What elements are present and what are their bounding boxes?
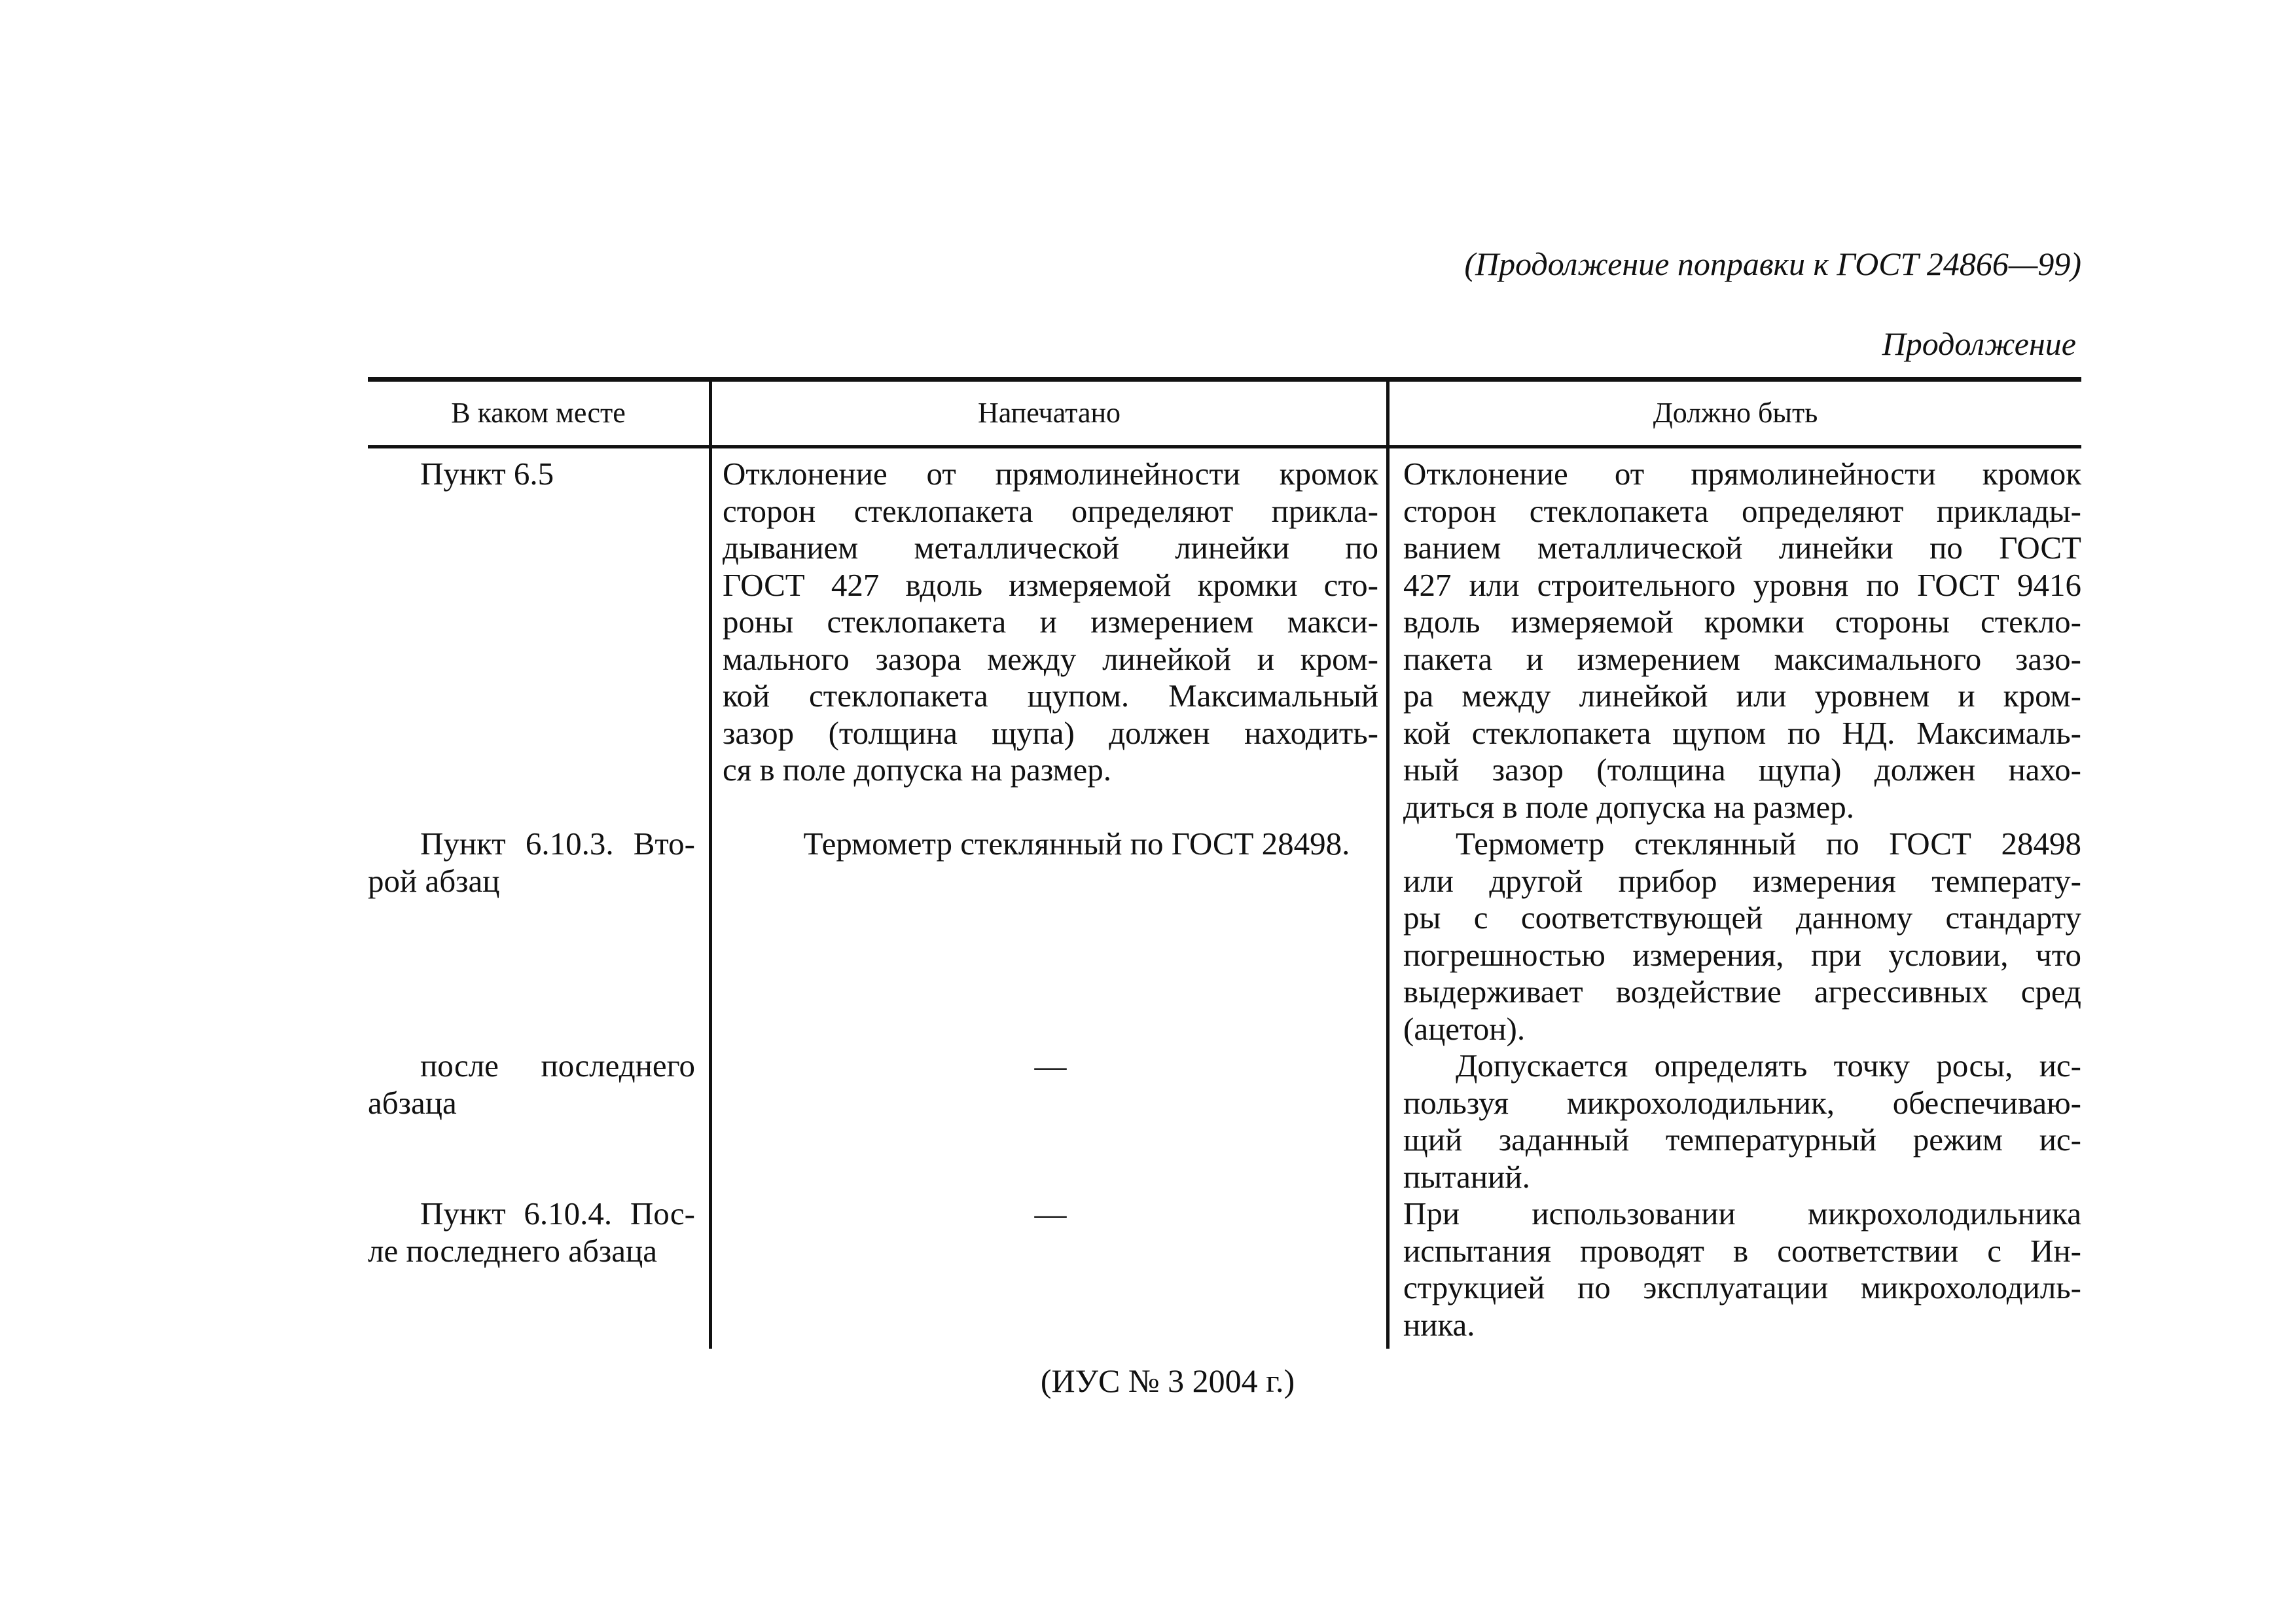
row-printed-cell <box>723 826 1378 863</box>
correct-line: кой стеклопакета щупом по НД. Максималь- <box>1403 714 2081 751</box>
row-printed-cell <box>723 1195 1378 1233</box>
printed-line: Отклонение от прямолинейности кромок <box>723 456 1378 492</box>
table-caption: Продолжение <box>1882 325 2076 362</box>
correct-line: сторон стеклопакета определяют приклады- <box>1403 492 2081 529</box>
table-header-rule <box>368 445 2081 448</box>
row-correct-cell <box>1403 1195 2081 1343</box>
correct-line: вдоль измеряемой кромки стороны стекло- <box>1403 604 2081 640</box>
row-place-cell <box>368 456 695 493</box>
place-line: Пункт 6.10.4. Пос- <box>420 1195 695 1231</box>
source-reference: (ИУС № 3 2004 г.) <box>1040 1362 1295 1399</box>
correct-line: ры с соответствующей данному стандарту <box>1403 900 2081 936</box>
printed-dash: — <box>1034 1048 1067 1084</box>
correct-line: Термометр стеклянный по ГОСТ 28498 <box>1456 826 2081 862</box>
correct-line: диться в поле допуска на размер. <box>1403 788 1854 825</box>
correct-line: 427 или строительного уровня по ГОСТ 9416 <box>1403 566 2081 603</box>
place-line: после последнего <box>420 1048 695 1084</box>
correct-line: При использовании микрохолодильника <box>1403 1195 2081 1231</box>
continuation-note: (Продолжение поправки к ГОСТ 24866—99) <box>1464 246 2081 282</box>
row-correct-cell <box>1403 826 2081 1048</box>
correct-line: погрешностью измерения, при условии, что <box>1403 936 2081 973</box>
column-divider-2 <box>1386 377 1390 1349</box>
correct-line: щий заданный температурный режим ис- <box>1403 1122 2081 1158</box>
printed-line: мального зазора между линейкой и кром- <box>723 640 1378 677</box>
printed-dash: — <box>1034 1195 1067 1231</box>
place-line: Пункт 6.5 <box>420 456 554 492</box>
place-line: Пункт 6.10.3. Вто- <box>420 826 695 862</box>
correct-line: Допускается определять точку росы, ис- <box>1456 1048 2081 1084</box>
row-printed-cell <box>723 456 1378 789</box>
table-top-rule <box>368 377 2081 382</box>
correct-line: струкцией по эксплуатации микрохолодиль- <box>1403 1269 2081 1305</box>
printed-line: зазор (толщина щупа) должен находить- <box>723 714 1378 751</box>
printed-line: ГОСТ 427 вдоль измеряемой кромки сто- <box>723 566 1378 603</box>
correct-line: пытаний. <box>1403 1158 1530 1195</box>
printed-line: дыванием металлической линейки по <box>723 530 1378 566</box>
correct-line: ра между линейкой или уровнем и кром- <box>1403 678 2081 714</box>
correct-line: испытания проводят в соответствии с Ин- <box>1403 1232 2081 1269</box>
place-line: абзаца <box>368 1084 457 1121</box>
row-place-cell <box>368 826 695 900</box>
correct-line: или другой прибор измерения температу- <box>1403 862 2081 899</box>
row-place-cell <box>368 1195 695 1269</box>
printed-line: Термометр стеклянный по ГОСТ 28498. <box>803 826 1350 862</box>
correct-line: пакета и измерением максимального зазо- <box>1403 640 2081 677</box>
correct-line: ника. <box>1403 1306 1475 1343</box>
printed-line: роны стеклопакета и измерением макси- <box>723 604 1378 640</box>
row-printed-cell <box>723 1048 1378 1085</box>
amendment-table <box>368 377 2081 1349</box>
correct-line: (ацетон). <box>1403 1010 1526 1047</box>
column-divider-1 <box>709 377 712 1349</box>
correct-line: пользуя микрохолодильник, обеспечиваю- <box>1403 1084 2081 1121</box>
row-place-cell <box>368 1048 695 1122</box>
place-line: рой абзац <box>368 862 500 899</box>
correct-line: Отклонение от прямолинейности кромок <box>1403 456 2081 492</box>
place-line: ле последнего абзаца <box>368 1232 657 1269</box>
printed-line: сторон стеклопакета определяют прикла- <box>723 492 1378 529</box>
printed-line: кой стеклопакета щупом. Максимальный <box>723 678 1378 714</box>
column-header-printed: Напечатано <box>977 397 1121 429</box>
column-header-place: В каком месте <box>451 397 626 429</box>
row-correct-cell <box>1403 1048 2081 1195</box>
row-correct-cell <box>1403 456 2081 826</box>
printed-line: ся в поле допуска на размер. <box>723 752 1112 788</box>
column-header-correct: Должно быть <box>1653 397 1818 429</box>
correct-line: выдерживает воздействие агрессивных сред <box>1403 974 2081 1010</box>
correct-line: ный зазор (толщина щупа) должен нахо- <box>1403 752 2081 788</box>
correct-line: ванием металлической линейки по ГОСТ <box>1403 530 2081 566</box>
